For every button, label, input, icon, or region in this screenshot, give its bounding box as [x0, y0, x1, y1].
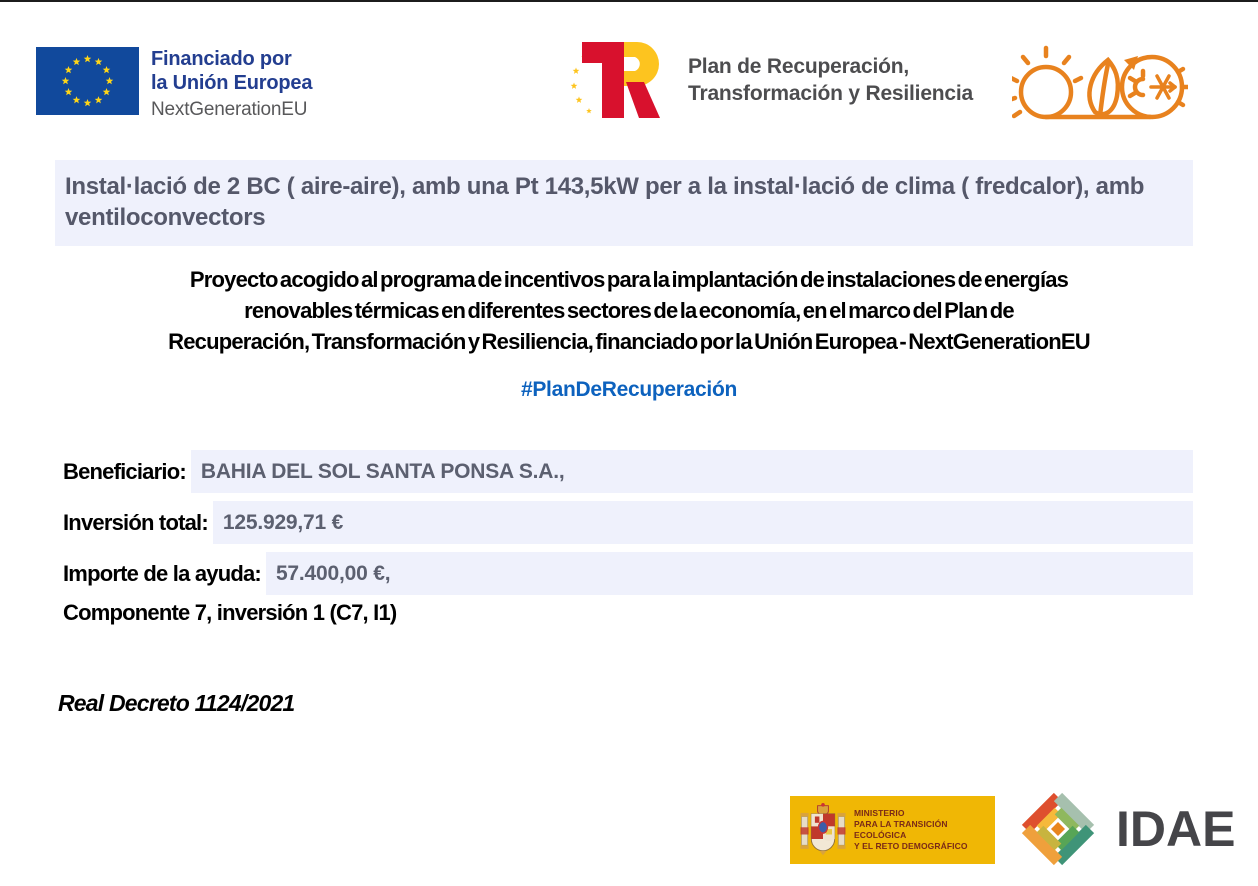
idae-logo [1012, 790, 1235, 868]
prtr-tr-icon [570, 36, 672, 124]
aid-amount-value: 57.400,00 €, [275, 562, 391, 585]
spain-coat-of-arms-icon [796, 801, 850, 859]
total-investment-label: Inversión total: [63, 509, 208, 535]
total-investment-row [63, 501, 1193, 544]
beneficiary-value: BAHIA DEL SOL SANTA PONSA S.A., [200, 460, 565, 483]
aid-amount-row [63, 552, 1193, 595]
beneficiary-label: Beneficiario: [63, 458, 186, 484]
beneficiary-value-box [191, 450, 1193, 493]
component-investment-line: Componente 7, inversión 1 (C7, I1) [63, 600, 397, 625]
program-description [0, 264, 1258, 358]
program-line2: renovables térmicas en diferentes sectores de la economía, en el marco del Plan de [244, 298, 1014, 324]
program-line3: Recuperación, Transformación y Resiliencia, financiado por la Unión Europea - NextGenerationEU [168, 329, 1090, 355]
idae-diamond-icon [1012, 790, 1104, 868]
eu-funding-line1: Financiado por [151, 48, 292, 70]
eu-flag-icon [36, 47, 139, 115]
prtr-logo [570, 36, 973, 124]
prtr-line1: Plan de Recuperación, [688, 54, 910, 78]
renewable-thermal-icons [1012, 38, 1188, 130]
eu-funding-line2: la Unión Europea [151, 72, 313, 95]
ministry-line3: Y EL RETO DEMOGRÁFICO [854, 841, 968, 852]
nextgeneration-eu-label: NextGenerationEU [151, 98, 308, 120]
aid-amount-label: Importe de la ayuda: [63, 560, 261, 586]
total-investment-value-box [213, 501, 1193, 544]
plan-hashtag: #PlanDeRecuperación [520, 378, 738, 401]
aid-amount-value-box [266, 552, 1193, 595]
total-investment-value: 125.929,71 € [222, 511, 344, 534]
beneficiary-row [63, 450, 1193, 493]
ministry-logo [790, 796, 995, 864]
ministry-line2: PARA LA TRANSICIÓN ECOLÓGICA [854, 818, 948, 840]
prtr-line2: Transformación y Resiliencia [688, 82, 974, 105]
program-line1: Proyecto acogido al programa de incentivos para la implantación de instalaciones de energías [189, 267, 1069, 292]
royal-decree-line: Real Decreto 1124/2021 [58, 690, 295, 716]
eu-funding-logo [36, 47, 312, 121]
idae-wordmark: IDAE [1116, 801, 1236, 857]
project-title: Instal·lació de 2 BC ( aire-aire), amb una Pt 143,5kW per a la instal·lació de clima ( fredcalor), amb ventiloconvectors [55, 160, 1193, 246]
sun-leaf-heatpump-icon [1012, 38, 1188, 130]
ministry-line1: MINISTERIO [854, 807, 905, 818]
